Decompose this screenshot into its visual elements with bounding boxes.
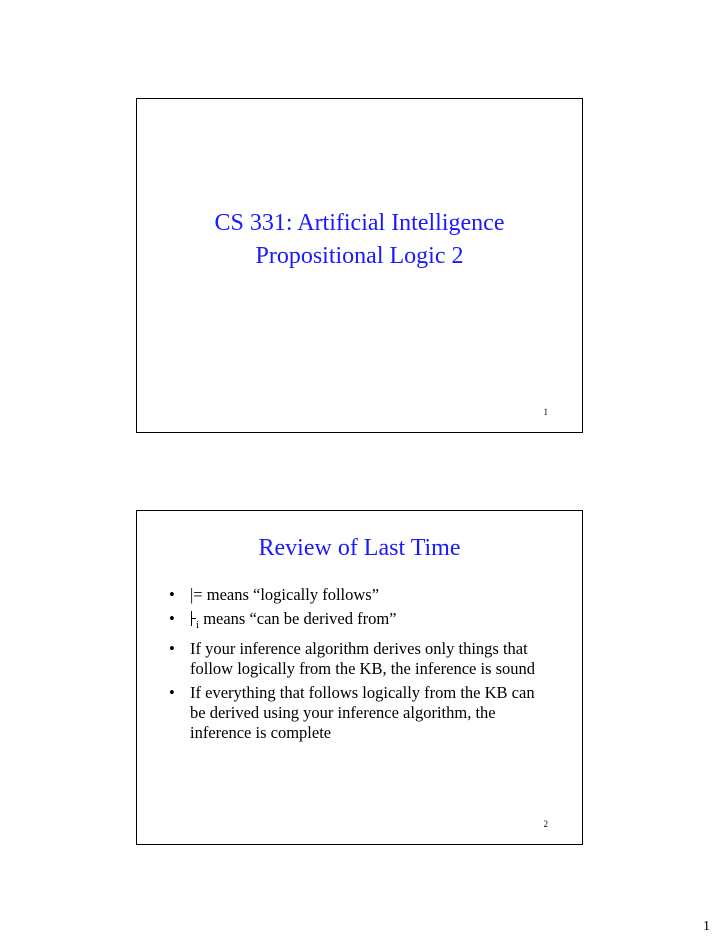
entails-symbol: |= — [190, 585, 203, 604]
title-line-course: CS 331: Artificial Intelligence — [214, 210, 505, 236]
bullet-item — [161, 585, 554, 605]
slide-title — [137, 207, 582, 273]
bullet-icon: • — [169, 585, 175, 604]
bullet-text: If your inference algorithm derives only things that follow logically from the KB, the inference is sound — [190, 639, 536, 678]
page-number: 1 — [703, 919, 710, 934]
bullet-icon: • — [169, 609, 175, 628]
bullet-text: If everything that follows logically from the KB can be derived using your inference algorithm, the inference is complete — [190, 683, 535, 742]
bullet-icon: • — [169, 683, 175, 702]
slide-heading: Review of Last Time — [258, 535, 461, 561]
slide-number: 1 — [543, 407, 548, 417]
slide-1 — [136, 98, 583, 433]
title-line-topic: Propositional Logic 2 — [255, 243, 464, 269]
bullet-text: means “logically follows” — [202, 585, 380, 604]
slide-number: 2 — [543, 819, 548, 829]
slide-2 — [136, 510, 583, 845]
bullet-item — [161, 609, 554, 635]
bullet-text: means “can be derived from” — [199, 609, 397, 628]
turnstile-icon — [190, 610, 196, 626]
bullet-list — [161, 585, 554, 747]
derivation-subscript: i — [196, 619, 200, 631]
bullet-item — [161, 639, 554, 679]
bullet-item — [161, 683, 554, 743]
bullet-icon: • — [169, 639, 175, 658]
